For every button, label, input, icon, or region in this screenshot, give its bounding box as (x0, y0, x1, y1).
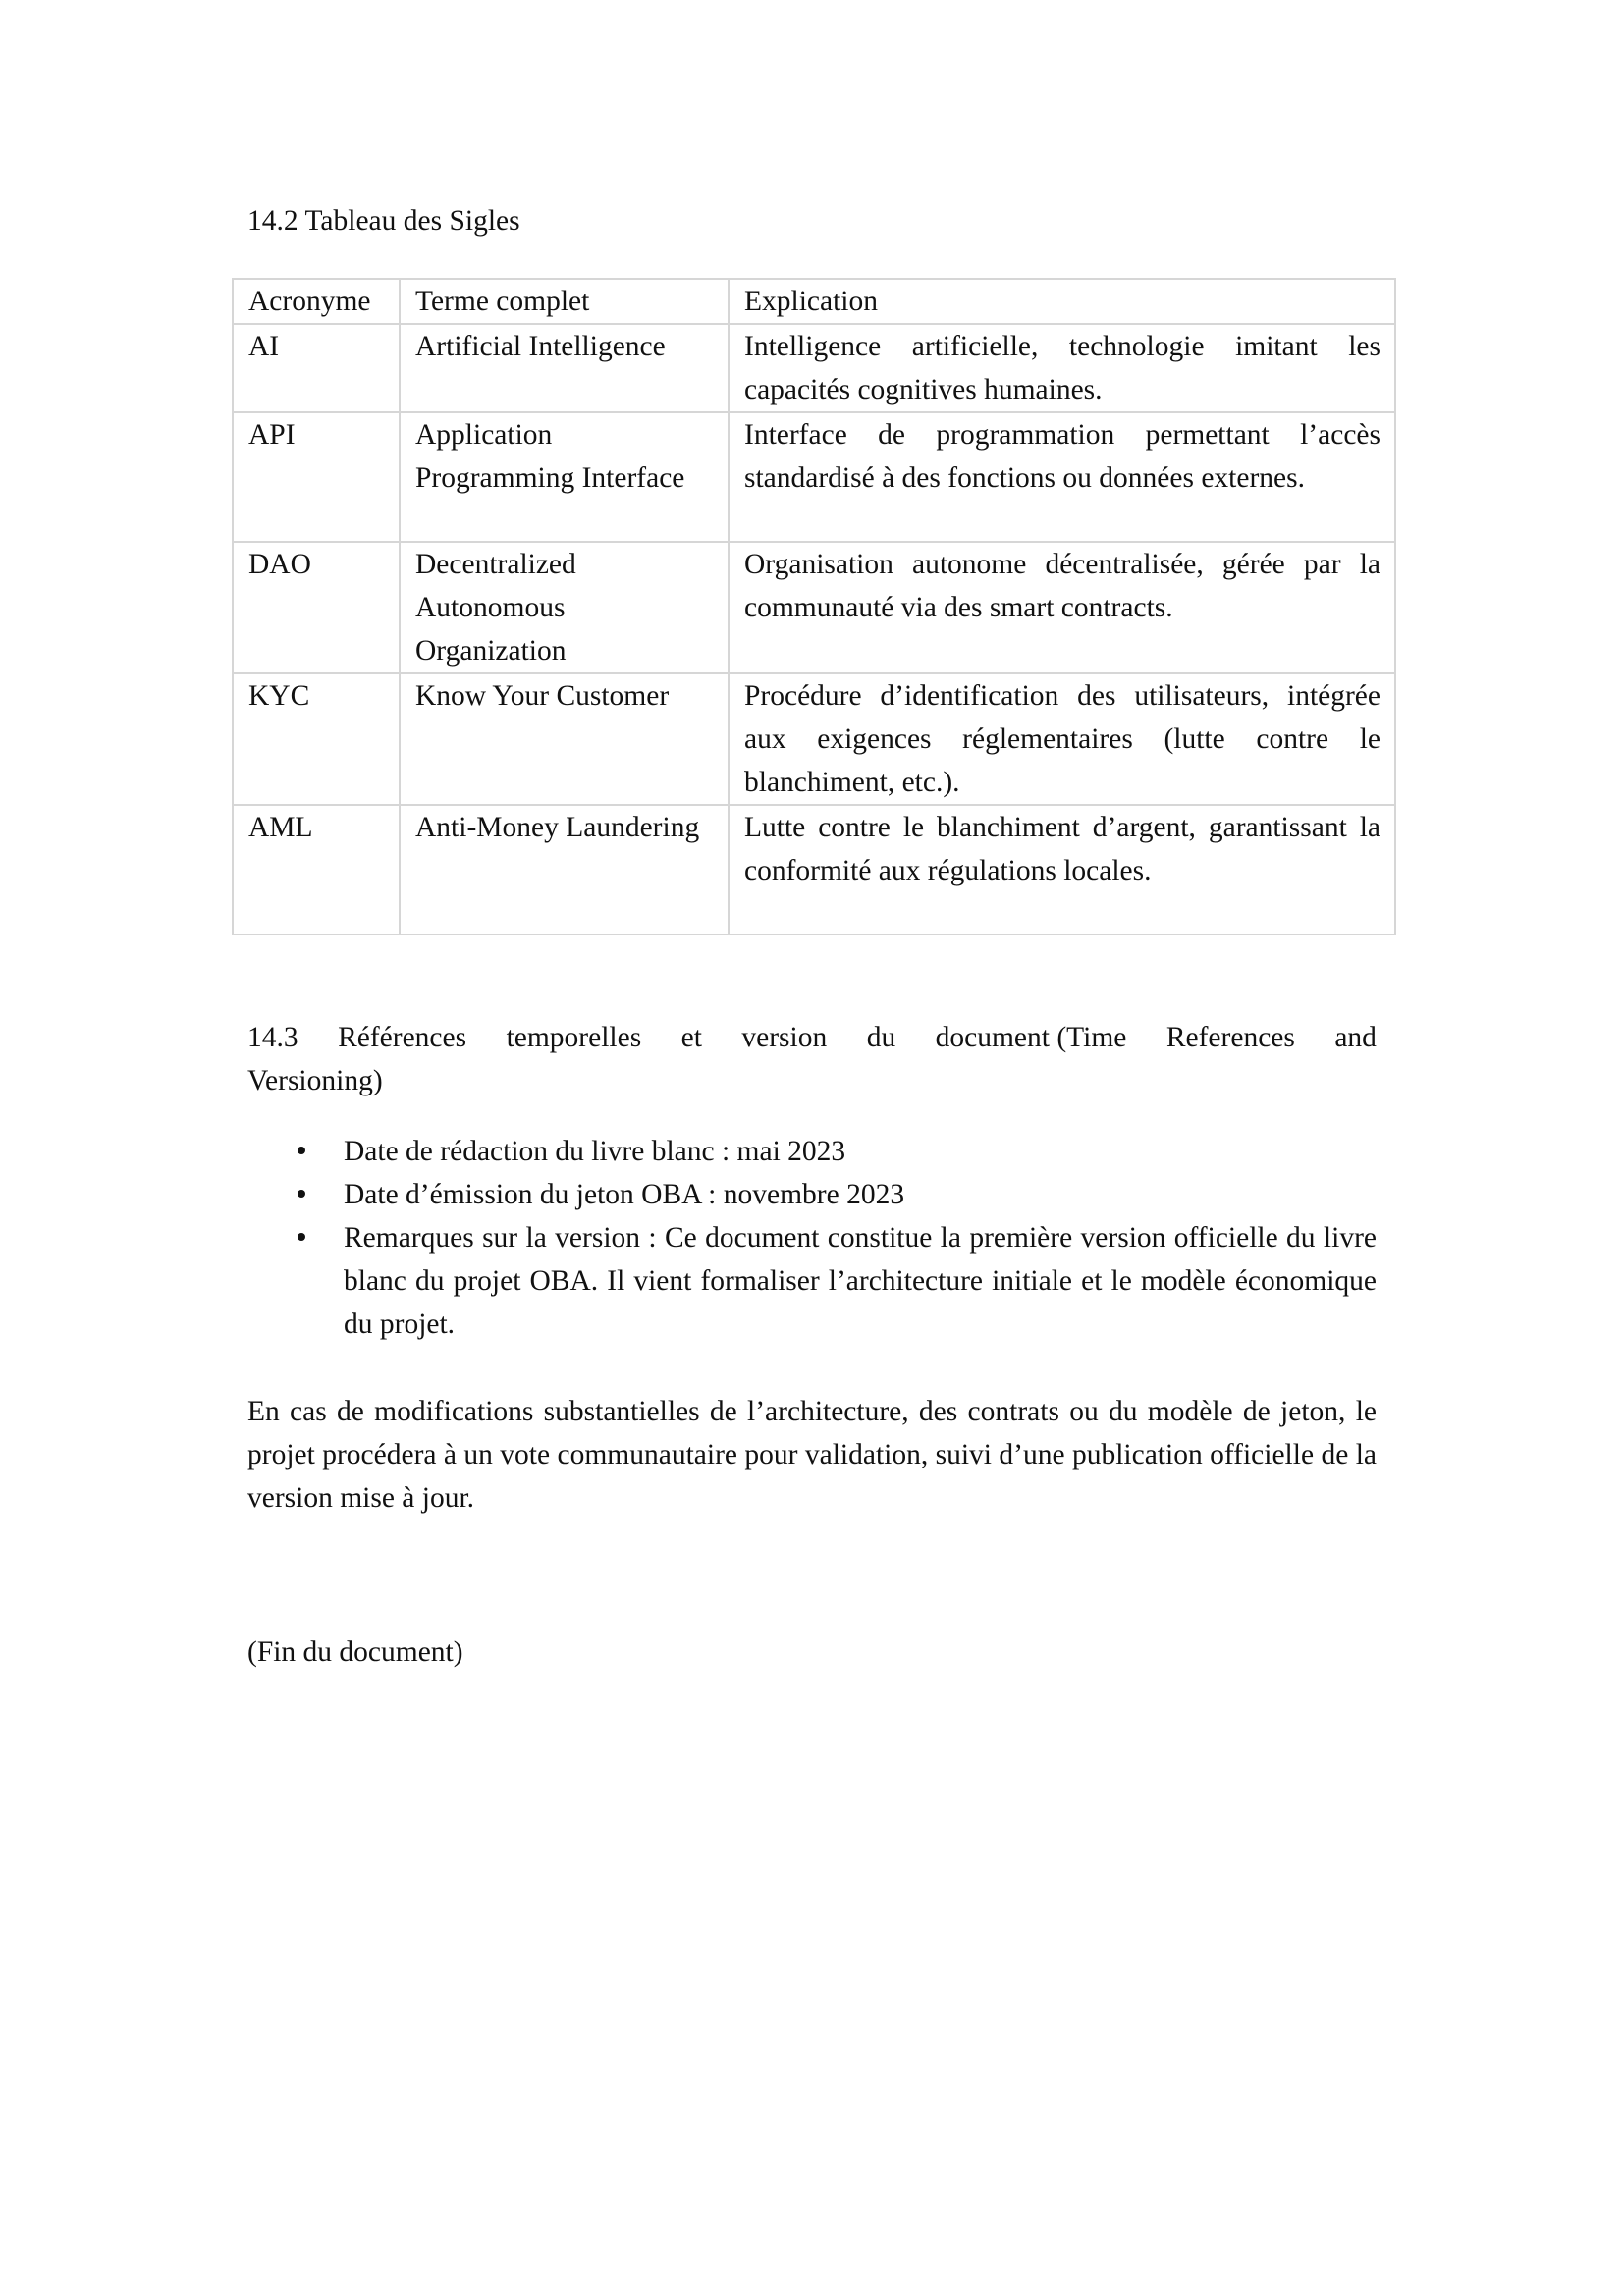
explanation-cell: Procédure d’identification des utilisateurs, intégrée aux exigences réglementaires (lutte contre le blanchiment, etc.). (729, 673, 1395, 805)
acronym-cell: DAO (233, 542, 400, 673)
term-cell: Anti-Money Laundering (400, 805, 729, 934)
explanation-cell: Intelligence artificielle, technologie imitant les capacités cognitives humaines. (729, 324, 1395, 412)
section-heading-14-2: 14.2 Tableau des Sigles (247, 205, 520, 237)
heading-word: document (Time (935, 1022, 1127, 1053)
table-row (233, 542, 1395, 673)
explanation-cell: Organisation autonome décentralisée, gérée par la communauté via des smart contracts. (729, 542, 1395, 673)
list-item-text: Remarques sur la version : Ce document constitue la première version officielle du livre blanc du projet OBA. Il vient formaliser l’architecture initiale et le modèle économique du projet. (344, 1222, 1377, 1340)
term-cell: Know Your Customer (400, 673, 729, 805)
explanation-cell: Interface de programmation permettant l’accès standardisé à des fonctions ou données externes. (729, 412, 1395, 542)
heading-word: version (741, 1022, 828, 1053)
table-row (233, 673, 1395, 805)
acronym-cell: API (233, 412, 400, 542)
term-cell: Decentralized Autonomous Organization (400, 542, 729, 673)
table-row (233, 805, 1395, 934)
table-header-row (233, 279, 1395, 324)
term-cell: Artificial Intelligence (400, 324, 729, 412)
section-heading-14-3 (247, 1016, 1377, 1102)
heading-word: Références (338, 1022, 467, 1053)
list-item-text: Date d’émission du jeton OBA : novembre 2023 (344, 1179, 905, 1210)
column-header-explanation: Explication (729, 279, 1395, 324)
modification-paragraph: En cas de modifications substantielles de l’architecture, des contrats ou du modèle de jeton, le projet procédera à un vote communautaire pour validation, suivi d’une publication officielle de la version mise à jour. (247, 1396, 1377, 1514)
bullet-icon (298, 1147, 305, 1154)
column-header-term: Terme complet (400, 279, 729, 324)
heading-word: et (680, 1022, 702, 1053)
bullet-icon (298, 1190, 305, 1198)
heading-word: and (1334, 1022, 1377, 1053)
list-item (247, 1173, 1377, 1216)
table-row (233, 412, 1395, 542)
list-item (247, 1130, 1377, 1173)
heading-word: temporelles (506, 1022, 642, 1053)
end-of-document-note: (Fin du document) (247, 1636, 463, 1668)
acronym-cell: AML (233, 805, 400, 934)
version-info-list (247, 1130, 1377, 1346)
term-cell: Application Programming Interface (400, 412, 729, 542)
list-item (247, 1216, 1377, 1346)
acronyms-table (232, 278, 1396, 935)
bullet-icon (298, 1233, 305, 1241)
acronym-cell: KYC (233, 673, 400, 805)
table-row (233, 324, 1395, 412)
explanation-cell: Lutte contre le blanchiment d’argent, garantissant la conformité aux régulations locales. (729, 805, 1395, 934)
heading-word: 14.3 (247, 1022, 298, 1053)
section-heading-14-3-line2: Versioning) (247, 1065, 383, 1096)
section-heading-14-3-line1 (247, 1016, 1377, 1059)
heading-word: References (1165, 1022, 1295, 1053)
acronym-cell: AI (233, 324, 400, 412)
heading-word: du (866, 1022, 896, 1053)
column-header-acronym: Acronyme (233, 279, 400, 324)
list-item-text: Date de rédaction du livre blanc : mai 2023 (344, 1136, 846, 1167)
